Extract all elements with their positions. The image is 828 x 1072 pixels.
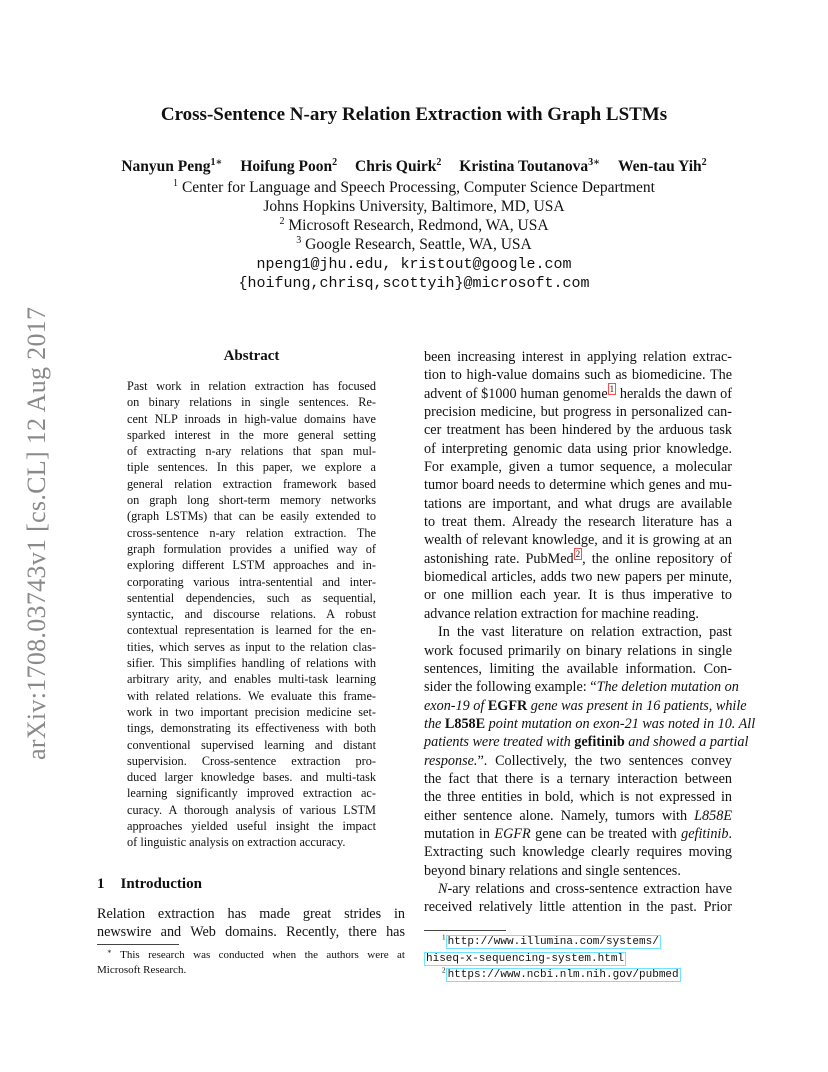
abstract-line: cross-sentence n-ary relation extraction. The (127, 525, 376, 540)
footnote-link[interactable]: 1 (609, 383, 615, 394)
abstract-line: sentential dependencies, such as sequential, (127, 590, 376, 605)
body-line: cer treatment has been hindered by the arduous task (424, 422, 732, 439)
body-line: been increasing interest in applying relation extrac- (424, 349, 732, 365)
abstract-line: exploring different LSTM approaches and in- (127, 558, 376, 573)
body-line: the L858E point mutation on exon-21 was noted in 10. All (424, 715, 756, 732)
abstract-line: supervision. Cross-sentence extraction pro- (127, 753, 376, 768)
intro-body-left (97, 905, 405, 942)
abstract-line: arbitrary arity, and enables multi-task learning (127, 672, 376, 687)
body-line: biomedical articles, adds two new papers per minute, (424, 569, 732, 586)
abstract-line: (graph LSTMs) that can be easily extended to (127, 509, 376, 524)
abstract-line: general relation extraction framework based (127, 476, 376, 491)
footnote-url-link[interactable]: https://www.ncbi.nlm.nih.gov/pubmed (447, 969, 679, 981)
body-line: precision medicine, but progress in personalized can- (424, 404, 732, 421)
affiliation: $^2$ Microsoft Research, Redmond, WA, USA (279, 215, 549, 234)
body-line: wealth of relevant knowledge, and it is growing at an (424, 532, 732, 549)
body-line: the three entities in bold, which is not expressed in (424, 789, 732, 806)
abstract-line: cent NLP inroads in high-value domains have (127, 411, 376, 426)
email-line: {hoifung,chrisq,scottyih}@microsoft.com (238, 275, 590, 292)
intro-body-right (424, 348, 756, 917)
body-line: Relation extraction has made great strides in (97, 906, 405, 922)
author: Nanyun Peng$^{1∗}$ (121, 156, 223, 175)
footnote-rule (424, 930, 506, 931)
abstract-line: conventional supervised learning and distant (127, 737, 376, 752)
body-line: tion to high-value domains such as biomedicine. The (424, 367, 732, 384)
footnote-link[interactable]: 2 (575, 549, 581, 560)
footnote-rule (97, 944, 179, 945)
email-line: npeng1@jhu.edu, kristout@google.com (256, 256, 572, 273)
affiliation: Johns Hopkins University, Baltimore, MD, USA (263, 198, 565, 215)
abstract-line: sparked interest in the more general setting (127, 427, 376, 442)
abstract-line: of linguistic analysis on extraction accuracy. (127, 835, 346, 850)
body-line: or one million each year. It is thus imperative to (424, 587, 732, 604)
abstract-line: learning significantly improved extraction ac- (127, 786, 376, 801)
body-line: either sentence alone. Namely, tumors with L858E (424, 807, 732, 824)
body-line: of interpreting genomic data using prior knowledge. (424, 440, 732, 457)
author: Hoifung Poon$^2$ (240, 156, 338, 175)
author: Chris Quirk$^2$ (355, 156, 442, 175)
body-line: astonishing rate. PubMed $^2$ , the online repository of (424, 549, 732, 567)
affiliation: $^3$ Google Research, Seattle, WA, USA (296, 234, 532, 253)
abstract-line: Past work in relation extraction has focused (127, 379, 376, 393)
abstract-line: duced larger knowledge bases. and multi-task (127, 770, 376, 785)
abstract-line: tities, which serves as input to the relation clas- (127, 639, 376, 654)
abstract-line: work in two important precision medicine set- (127, 704, 376, 719)
abstract-line: corporating various intra-sentential and inter- (127, 574, 376, 589)
abstract-line: tings, demonstrating its effectiveness with both (127, 721, 376, 736)
author-list (0, 158, 828, 176)
body-line: work focused primarily on binary relations in single (424, 642, 732, 659)
body-line: Extracting such knowledge clearly requires moving (424, 844, 732, 861)
body-line: received relatively little attention in the past. Prior (424, 899, 732, 916)
footnote-url-link[interactable]: hiseq-x-sequencing-system.html (426, 952, 625, 965)
abstract-line: on graph long short-term memory networks (127, 493, 376, 508)
body-line: advance relation extraction for machine reading. (424, 605, 699, 622)
abstract-line: contextual representation is learned for the en- (127, 623, 376, 638)
body-line: tations are important, and what drugs are available (424, 495, 732, 512)
abstract-line: curacy. A thorough analysis of various LSTM (127, 802, 376, 817)
abstract-line: graph formulation provides a unified way of (127, 541, 376, 556)
body-line: to treat them. Already the research literature has a (424, 514, 732, 531)
footnote-url-link[interactable]: http://www.illumina.com/systems/ (447, 936, 659, 948)
section-heading: 1 Introduction (97, 876, 202, 892)
body-line: patients were treated with gefitinib and showed a partial (424, 734, 749, 751)
abstract-line: approaches yielded useful insight the impact (127, 819, 376, 834)
arxiv-identifier: arXiv:1708.03743v1 [cs.CL] 12 Aug 2017 (22, 306, 51, 760)
author: Kristina Toutanova$^{3∗}$ (459, 156, 601, 175)
body-line: sentences, limiting the available information. Con- (424, 660, 732, 677)
body-line: tumor board needs to determine which genes and mu- (424, 477, 732, 494)
abstract-line: sifier. This simplifies handling of relations with (127, 656, 376, 671)
body-line: mutation in EGFR gene can be treated with gefitinib. (424, 825, 732, 842)
body-line: beyond binary relations and single sentences. (424, 862, 681, 879)
body-line: N-ary relations and cross-sentence extraction have (438, 880, 732, 897)
affiliation: $^1$ Center for Language and Speech Processing, Computer Science Department (173, 177, 655, 196)
abstract-line: with related relations. We evaluate this frame- (127, 688, 376, 703)
paper-title: Cross-Sentence N-ary Relation Extraction with Graph LSTMs (160, 104, 668, 125)
body-line: sider the following example: “The deletion mutation on (424, 679, 739, 696)
body-line: advent of $1000 human genome $^1$ heralds the dawn of (424, 383, 732, 402)
footnote: ∗ This research was conducted when the authors were at Microsoft Research. (97, 947, 405, 976)
body-line: newswire and Web domains. Recently, there has (97, 924, 405, 941)
abstract-line: syntactic, and discourse relations. A robust (127, 607, 376, 622)
body-line: response.”. Collectively, the two sentences convey (424, 752, 732, 769)
body-line: the fact that there is a ternary interaction between (424, 770, 732, 787)
body-line: In the vast literature on relation extraction, past (438, 624, 732, 641)
body-line: exon-19 of EGFR gene was present in 16 patients, while (424, 697, 747, 714)
abstract-body (127, 378, 376, 851)
body-line: For example, given a tumor sequence, a molecular (424, 459, 732, 476)
abstract-line: tiple sentences. In this paper, we explore a (127, 460, 376, 475)
abstract-heading: Abstract (223, 348, 280, 364)
abstract-line: on binary relations in single sentences. Re- (127, 395, 376, 410)
author: Wen-tau Yih$^2$ (617, 156, 707, 175)
footnote-links: $^1$ http://www.illumina.com/systems/ hiseq-x-sequencing-system.html $^2$ https://www.ncbi.nlm.nih.gov/pubmed (426, 933, 679, 981)
abstract-line: of extracting n-ary relations that span mul- (127, 444, 376, 459)
